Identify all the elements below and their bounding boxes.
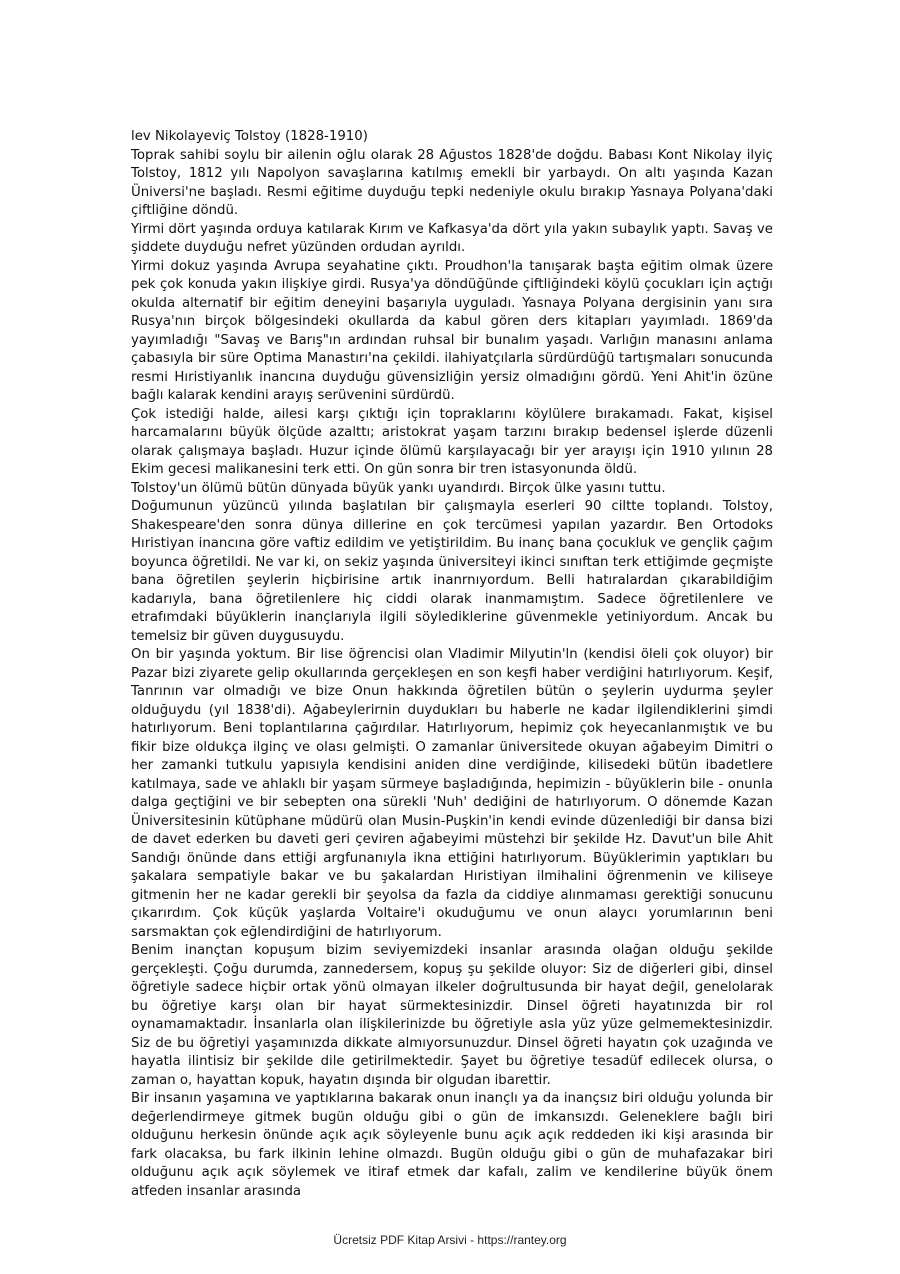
page-footer: Ücretsiz PDF Kitap Arsivi - https://rantey.org [333, 1233, 567, 1247]
paragraph-army: Yirmi dört yaşında orduya katılarak Kırım ve Kafkasya'da dört yıla yakın subaylık yaptı. Savaş ve şiddete duyduğu nefret yüzünden ordudan ayrıldı. [131, 221, 773, 255]
paragraph-lands: Çok istediği halde, ailesi karşı çıktığı için topraklarını köylülere bırakamadı. Fakat, kişisel harcamalarını büyük ölçüde azalttı; aristokrat yaşam tarzını bırakıp bedensel işlerde düzenli olarak çalışmaya başladı. Huzur içinde ölümü karşılayacağı bir yer arayışı için 1910 yılının 28 Ekim gecesi malikanesini terk etti. On gün sonra bir tren istasyonunda öldü. [131, 406, 773, 477]
paragraph-belief-judgement: Bir insanın yaşamına ve yaptıklarına bakarak onun inançlı ya da inançsız biri olduğu yolunda bir değerlendirmeye gitmek bugün olduğu gibi o gün de imkansızdı. Geleneklere bağlı biri olduğunu herkesin önünde açık açık söyleyenle bunu açık açık reddeden iki kişi arasında bir fark olacaksa, bu fark ilkinin lehine olmazdı. Bugün olduğu gibi o gün de muhafazakar biri olduğunu açık açık söylemek ve itiraf etmek dar kafalı, zalim ve kendilerine büyük önem atfeden insanlar arasında [131, 1091, 773, 1199]
paragraph-faith-loss: Benim inançtan kopuşum bizim seviyemizdeki insanlar arasında olağan olduğu şekilde gerçekleşti. Çoğu durumda, zannedersem, kopuş şu şekilde oluyor: Siz de diğerleri gibi, dinsel öğretiyle sadece hiçbir ortak yönü olmayan ilkeler doğrultusunda bir hayat değil, genelolarak bu öğretiye karşı olan bir hayat sürmektesinizdir. Dinsel öğreti hayatınızda bir rol oynamamaktadır. İnsanlarla olan ilişkilerinizde bu öğretiyle asla yüz yüze gelmemektesinizdir. Siz de bu öğretiyi yaşamınızda dikkate almıyorsunuzdur. Dinsel öğreti hayatın çok uzağında ve hayatla ilintisiz bir şekilde dile getirilmektedir. Şayet bu öğretiye tesadüf edilecek olursa, o zaman o, hayattan kopuk, hayatın dışında bir olgudan ibarettir. [131, 943, 773, 1088]
document-title-line: lev Nikolayeviç Tolstoy (1828-1910) [131, 129, 368, 144]
paragraph-europe: Yirmi dokuz yaşında Avrupa seyahatine çıktı. Proudhon'la tanışarak başta eğitim olmak üzere pek çok konuda yakın ilişkiye girdi. Rusya'ya döndüğünde çiftliğindeki köylü çocukları için açtığı okulda alternatif bir eğitim deneyini başarıyla uyguladı. Yasnaya Polyana dergisinin yanı sıra Rusya'nın birçok bölgesindeki okullarda da kabul gören ders kitapları yayımladı. 1869'da yayımladığı "Savaş ve Barış"ın ardından ruhsal bir bunalım yaşadı. Varlığın manasını anlama çabasıyla bir süre Optima Manastırı'na çekildi. ilahiyatçılarla sürdürdüğü tartışmaları sonucunda resmi Hıristiyanlık inancına duyduğu güvensizliğin yersiz olmadığını gördü. Yeni Ahit'in özüne bağlı kalarak kendini arayış serüvenini sürdürdü. [131, 258, 773, 403]
paragraph-works: Doğumunun yüzüncü yılında başlatılan bir çalışmayla eserleri 90 ciltte toplandı. Tolstoy, Shakespeare'den sonra dünya dillerine en çok tercümesi yapılan yazardır. Ben Ortodoks Hıristiyan inancına göre vaftiz edildim ve yetiştirildim. Bu inanç bana çocukluk ve gençlik çağım boyunca öğretildi. Ne var ki, on sekiz yaşında üniversiteyi ikinci sınıftan terk ettiğimde geçmişte bana öğretilen şeylerin hiçbirisine artık inanrnıyordum. Belli hatıralardan çıkarabildiğim kadarıyla, bana öğretilenlere hiç ciddi olarak inanmamıştım. Sadece öğretilenIere ve etrafımdaki büyüklerin inançlarıyla ilgili söylediklerine güvenmekle yetiniyordum. Ancak bu temelsiz bir güven duygusuydu. [131, 499, 773, 644]
paragraph-death: Tolstoy'un ölümü bütün dünyada büyük yankı uyandırdı. Birçok ülke yasını tuttu. [131, 480, 666, 496]
document-body [131, 128, 773, 1201]
paragraph-childhood: On bir yaşında yoktum. Bir lise öğrencisi olan Vladimir Milyutin'ln (kendisi öleli çok oluyor) bir Pazar bizi ziyarete gelip okullarında gerçekleşen en son keşfi haber verdiğini hatırlıyorum. Keşif, Tanrının var olmadığı ve bize Onun hakkında öğretilen bütün o şeylerin uydurma şeyler olduğuydu (yıl 1838'di). Ağabeylerirnin duydukları bu haberle ne kadar ilgilendiklerini şimdi hatırlıyorum. Beni toplantılarına çağırdılar. Hatırlıyorum, hepimiz çok heyecanlanmıştık ve bu fikir bize oldukça ilginç ve olası gelmişti. O zamanlar üniversitede okuyan ağabeyim Dimitri o her zamanki tutkulu yapısıyla kendisini aniden dine verdiğinde, kilisedeki bütün ibadetlere katılmaya, sade ve ahlaklı bir yaşam sürmeye başladığında, hepimizin - büyüklerin bile - onunla dalga geçtiğini ve bir sebepten ona sürekli 'Nuh' dediğini de hatırlıyorum. O dönemde Kazan Üniversitesinin kütüphane müdürü olan Musin-Puşkin'in kendi evinde düzenlediği bir dansa bizi de davet ederken bu daveti geri çeviren ağabeyimi müstehzi bir şekilde Hz. Davut'un bile Ahit Sandığı önünde dans ettiği argfunanıyla ikna ettiğini hatırlıyorum. Büyüklerimin yaptıkları bu şakalara sempatiyle bakar ve bu şakalardan Hıristiyan ilmihalini öğrenmenin ve kiliseye gitmenin her ne kadar gerekli bir şeyolsa da fazla da ciddiye alınmaması gerektiği sonucunu çıkarırdım. Çok küçük yaşlarda Voltaire'i okuduğumu ve onun alaycı yorumlarının beni sarsmaktan çok eğlendirdiğini de hatırlıyorum. [131, 647, 773, 940]
paragraph-birth: Toprak sahibi soylu bir ailenin oğlu olarak 28 Ağustos 1828'de doğdu. Babası Kont Nikolay ilyiç Tolstoy, 1812 yılı Napolyon savaşlarına katılmış emekli bir yarbaydı. On altı yaşında Kazan Üniversi'ne başladı. Resmi eğitime duyduğu tepki nedeniyle okulu bırakıp Yasnaya Polyana'daki çiftliğine döndü. [131, 147, 773, 218]
